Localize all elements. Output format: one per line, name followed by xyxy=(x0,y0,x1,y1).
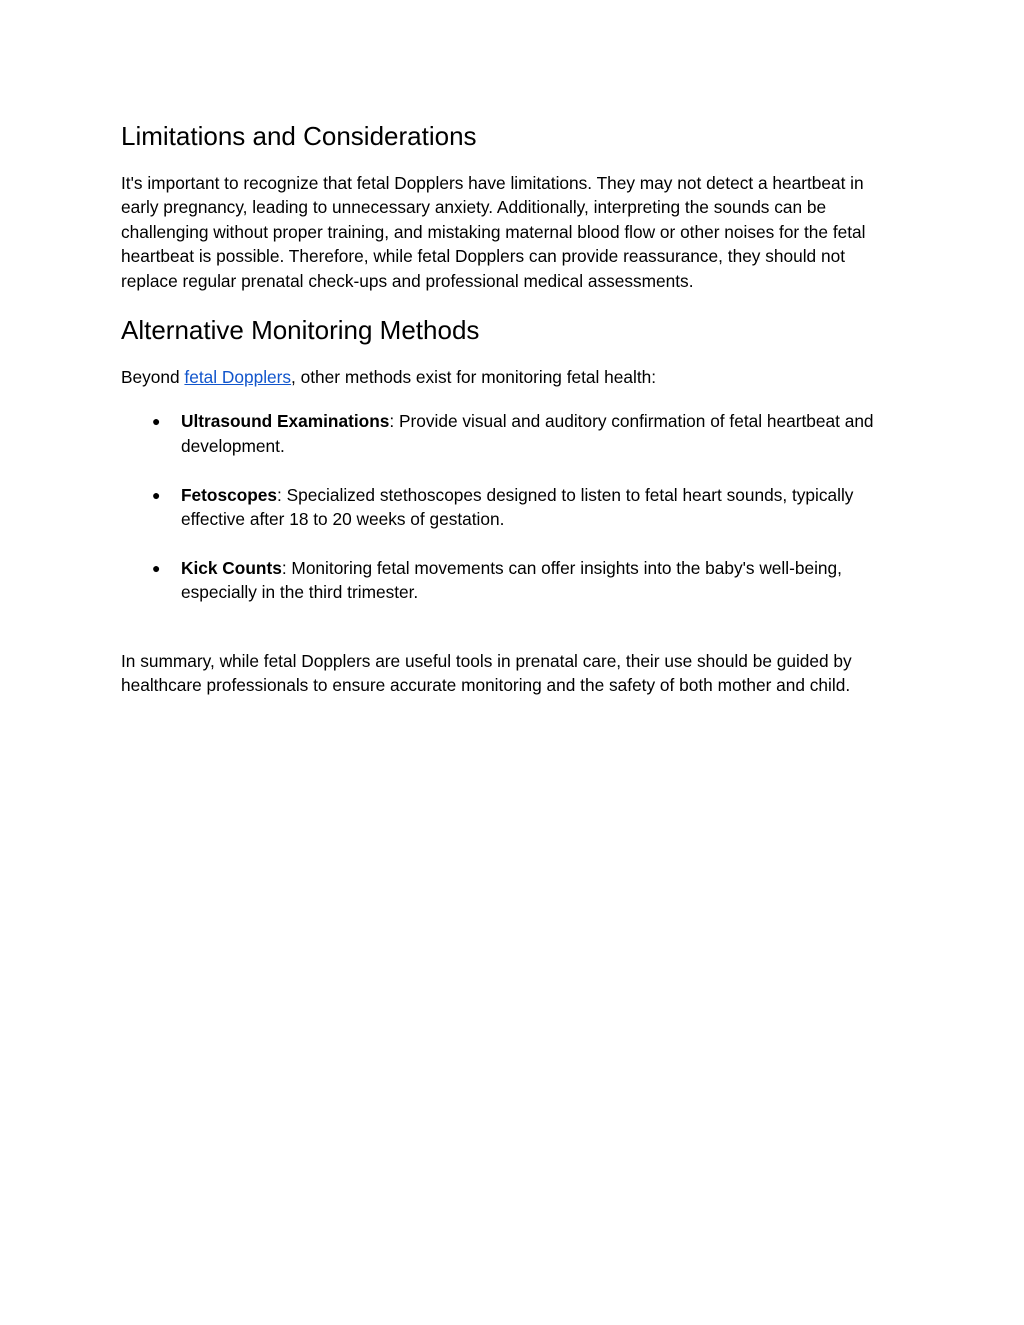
bullet-icon: ● xyxy=(152,413,161,430)
bullet-icon: ● xyxy=(152,486,161,503)
paragraph-limitations: It's important to recognize that fetal Dopplers have limitations. They may not detect a heartbeat in early pregnancy, leading to unnecessary anxiety. Additionally, interpreting the sounds can be challenging without proper training, and mistaking maternal blood flow or other noises for the fetal heartbeat is possible. Therefore, while fetal Dopplers can provide reassurance, they should not replace regular prenatal check-ups and professional medical assessments. xyxy=(121,173,866,291)
section-heading-limitations: Limitations and Considerations xyxy=(121,121,477,151)
bullet-icon: ● xyxy=(152,560,161,577)
list-item xyxy=(152,409,903,458)
list-item-text: : Specialized stethoscopes designed to listen to fetal heart sounds, typically effective after 18 to 20 weeks of gestation. xyxy=(181,484,854,530)
list-item xyxy=(152,483,903,532)
section-heading-alternative-methods: Alternative Monitoring Methods xyxy=(121,315,480,346)
list-item-term: Kick Counts xyxy=(181,558,282,579)
intro-text-after: , other methods exist for monitoring fetal health: xyxy=(291,367,657,388)
intro-text-before: Beyond xyxy=(121,367,185,388)
paragraph-summary: In summary, while fetal Dopplers are useful tools in prenatal care, their use should be guided by healthcare professionals to ensure accurate monitoring and the safety of both mother and child. xyxy=(121,650,852,696)
list-item-text: : Monitoring fetal movements can offer insights into the baby's well-being, especially in the third trimester. xyxy=(181,558,842,603)
list-item xyxy=(152,556,903,605)
methods-list xyxy=(121,409,903,604)
list-item-term: Fetoscopes xyxy=(181,484,278,505)
paragraph-alternative-intro xyxy=(121,365,903,389)
list-item-term: Ultrasound Examinations xyxy=(181,411,390,432)
fetal-dopplers-link[interactable]: fetal Dopplers xyxy=(184,367,292,388)
list-item-text: : Provide visual and auditory confirmation of fetal heartbeat and development. xyxy=(181,411,874,456)
